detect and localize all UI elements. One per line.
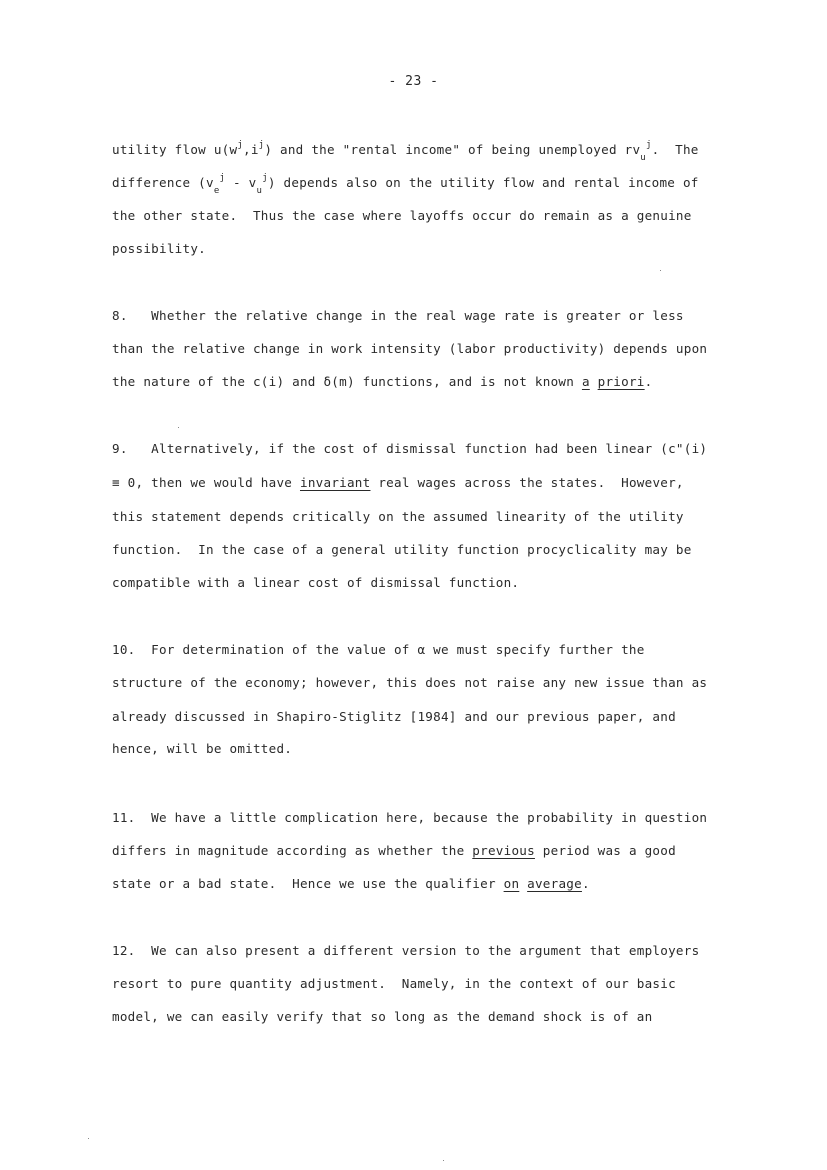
underlined-term: previous: [472, 843, 535, 858]
scan-speck: [88, 1138, 89, 1139]
text-line: possibility.: [112, 241, 206, 256]
footnote-11-line: state or a bad state. Hence we use the qualifier on average.: [112, 876, 590, 891]
footnote-8-line: 8. Whether the relative change in the real wage rate is greater or less: [112, 308, 684, 323]
footnote-9-line: this statement depends critically on the assumed linearity of the utility: [112, 509, 684, 524]
scan-speck: [660, 270, 661, 271]
footnote-9-line: compatible with a linear cost of dismissal function.: [112, 575, 520, 590]
footnote-12-line: 12. We can also present a different version to the argument that employers: [112, 943, 700, 958]
footnote-11-line: 11. We have a little complication here, because the probability in question: [112, 810, 708, 825]
scan-speck: [443, 1160, 444, 1161]
footnote-9-line: 9. Alternatively, if the cost of dismissal function had been linear (c"(i): [112, 441, 708, 456]
footnote-11-line: differs in magnitude according as whether the previous period was a good: [112, 843, 676, 858]
footnote-8-line: the nature of the c(i) and δ(m) functions, and is not known a priori.: [112, 374, 653, 389]
footnote-9-line: ≡ 0, then we would have invariant real wages across the states. However,: [112, 475, 684, 490]
page-number: - 23 -: [388, 74, 439, 89]
footnote-10-line: structure of the economy; however, this does not raise any new issue than as: [112, 675, 708, 690]
footnote-8-line: than the relative change in work intensity (labor productivity) depends upon: [112, 341, 708, 356]
footnote-10-line: 10. For determination of the value of α we must specify further the: [112, 642, 645, 657]
scan-speck: [178, 427, 179, 428]
text-line: utility flow $u(w^j,i^j)$ and the "rental income" of being unemployed $rv_u^j$. The: [112, 140, 699, 163]
footnote-9-line: function. In the case of a general utility function procyclicality may be: [112, 542, 692, 557]
footnote-10-line: already discussed in Shapiro-Stiglitz [1984] and our previous paper, and: [112, 709, 676, 724]
text-line: difference $(v_e^j - v_u^j)$ depends also on the utility flow and rental income of: [112, 173, 699, 196]
footnote-12-line: resort to pure quantity adjustment. Namely, in the context of our basic: [112, 976, 676, 991]
text-line: the other state. Thus the case where layoffs occur do remain as a genuine: [112, 208, 692, 223]
underlined-term: priori: [597, 374, 645, 389]
underlined-term: on: [503, 876, 520, 891]
underlined-term: average: [527, 876, 582, 891]
footnote-12-line: model, we can easily verify that so long as the demand shock is of an: [112, 1009, 653, 1024]
underlined-term: invariant: [299, 475, 371, 490]
underlined-term: a: [581, 374, 590, 389]
footnote-10-line: hence, will be omitted.: [112, 741, 293, 756]
